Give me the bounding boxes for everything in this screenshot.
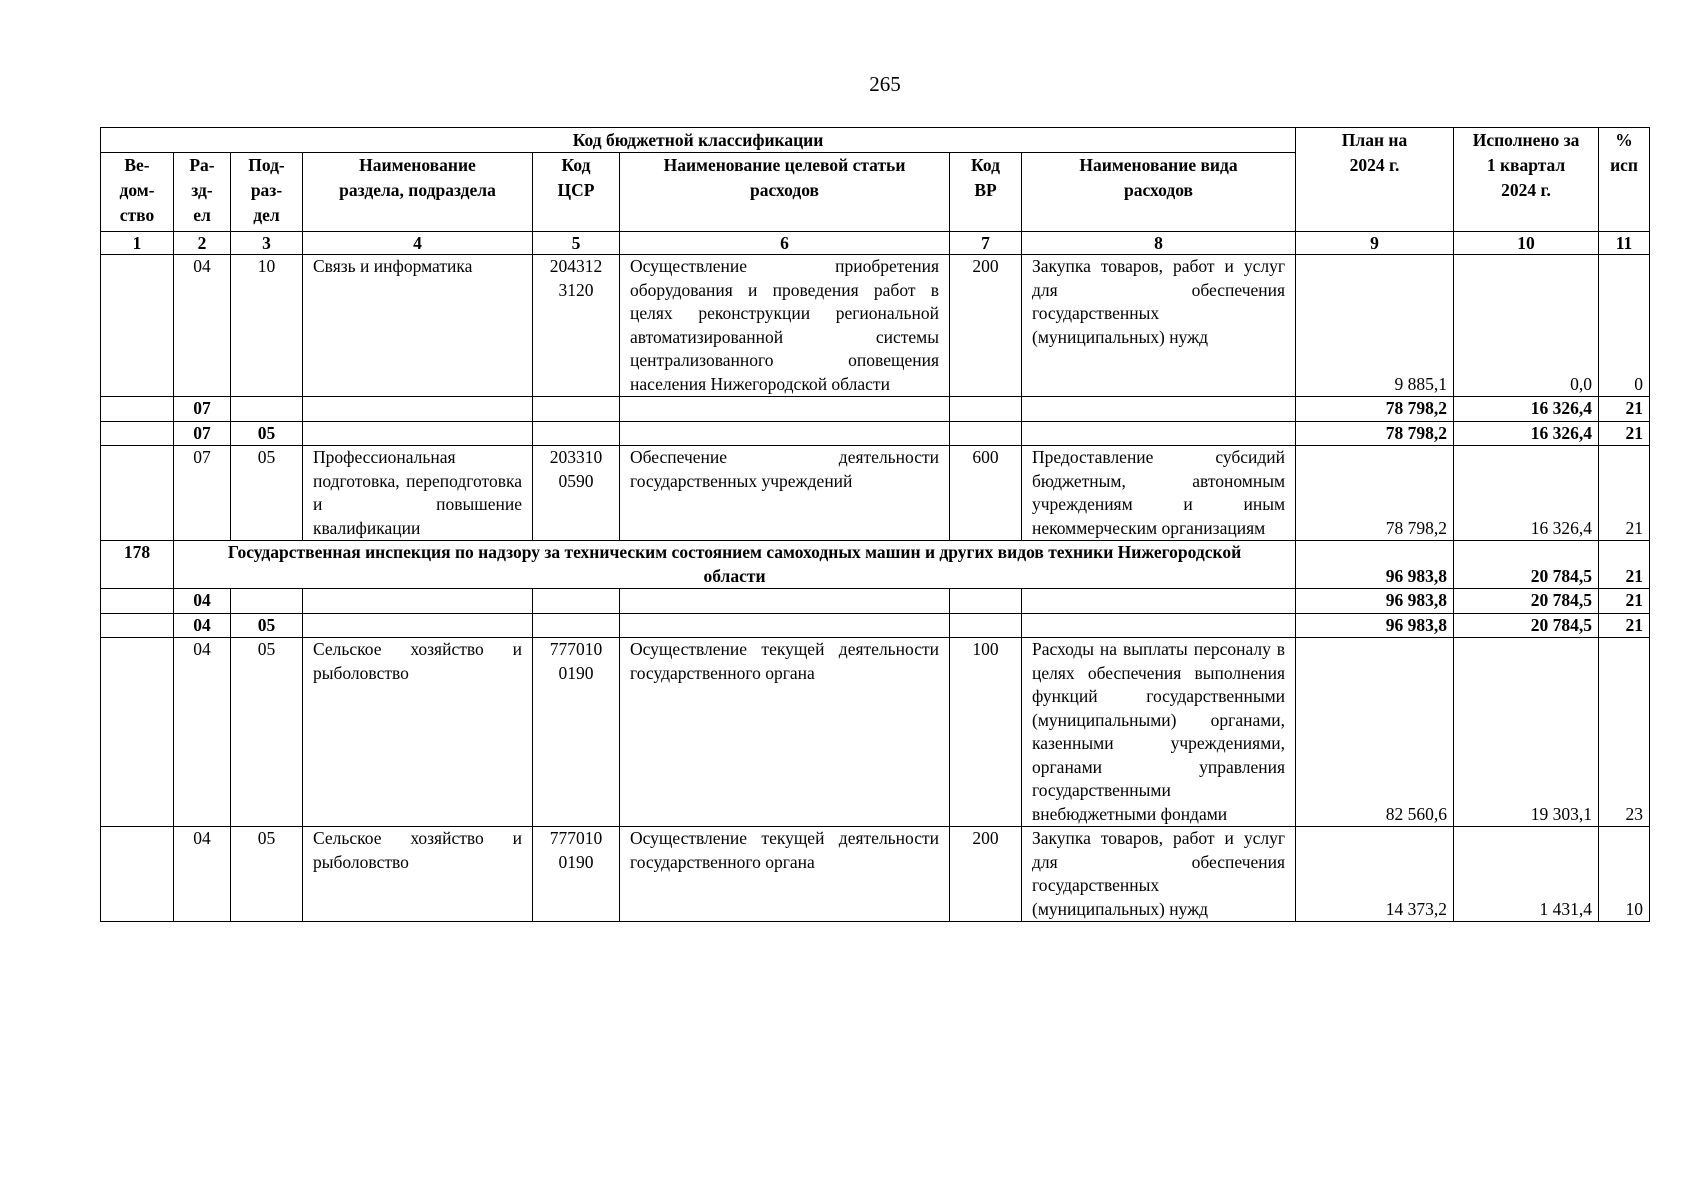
cell-podrazdel: 05 [231, 446, 303, 541]
cell-name-razdel: Сельское хозяйство и рыболовство [303, 827, 533, 922]
column-index: 3 [231, 232, 303, 255]
cell-name-razdel [303, 421, 533, 446]
column-index: 11 [1599, 232, 1650, 255]
cell-executed: 20 784,5 [1454, 613, 1599, 638]
cell-percent: 21 [1599, 397, 1650, 422]
cell-name-target [620, 589, 950, 614]
column-index: 1 [101, 232, 174, 255]
column-index: 5 [533, 232, 620, 255]
cell-vr: 200 [950, 255, 1022, 397]
table-row [101, 421, 1650, 446]
cell-podrazdel: 05 [231, 638, 303, 827]
cell-name-target: Осуществление текущей деятельности государственного органа [620, 827, 950, 922]
cell-name-vr: Закупка товаров, работ и услуг для обеспечения государственных (муниципальных) нужд [1022, 255, 1296, 397]
cell-executed: 20 784,5 [1454, 589, 1599, 614]
cell-vedomstvo [101, 255, 174, 397]
cell-plan: 14 373,2 [1296, 827, 1454, 922]
cell-name-vr [1022, 421, 1296, 446]
header-name-target: Наименование целевой статьи расходов [620, 153, 950, 232]
cell-razdel: 04 [174, 589, 231, 614]
cell-vr: 200 [950, 827, 1022, 922]
cell-razdel: 07 [174, 421, 231, 446]
cell-percent: 21 [1599, 589, 1650, 614]
cell-plan: 78 798,2 [1296, 421, 1454, 446]
header-plan: План на 2024 г. [1296, 128, 1454, 232]
cell-vedomstvo [101, 827, 174, 922]
column-index: 4 [303, 232, 533, 255]
cell-name-razdel [303, 589, 533, 614]
cell-percent: 21 [1599, 446, 1650, 541]
cell-executed: 0,0 [1454, 255, 1599, 397]
cell-percent: 21 [1599, 613, 1650, 638]
cell-percent: 0 [1599, 255, 1650, 397]
table-row [101, 397, 1650, 422]
table-row [101, 613, 1650, 638]
cell-agency-name: Государственная инспекция по надзору за техническим состоянием самоходных машин и других видов техники Нижегородской области [174, 541, 1296, 589]
cell-csr: 777010 0190 [533, 827, 620, 922]
cell-razdel: 04 [174, 613, 231, 638]
cell-name-target [620, 613, 950, 638]
cell-podrazdel [231, 397, 303, 422]
cell-executed: 1 431,4 [1454, 827, 1599, 922]
table-row [101, 827, 1650, 922]
cell-csr: 203310 0590 [533, 446, 620, 541]
header-razdel: Ра- зд- ел [174, 153, 231, 232]
cell-razdel: 04 [174, 827, 231, 922]
cell-vedomstvo [101, 638, 174, 827]
cell-agency-code: 178 [101, 541, 174, 589]
table-row [101, 638, 1650, 827]
cell-podrazdel: 05 [231, 613, 303, 638]
header-podrazdel: Под- раз- дел [231, 153, 303, 232]
cell-executed: 16 326,4 [1454, 397, 1599, 422]
cell-csr: 777010 0190 [533, 638, 620, 827]
column-index: 6 [620, 232, 950, 255]
cell-podrazdel [231, 589, 303, 614]
cell-podrazdel: 05 [231, 421, 303, 446]
cell-csr [533, 613, 620, 638]
header-executed: Исполнено за 1 квартал 2024 г. [1454, 128, 1599, 232]
cell-vr: 600 [950, 446, 1022, 541]
cell-name-target [620, 397, 950, 422]
cell-csr [533, 421, 620, 446]
cell-plan: 9 885,1 [1296, 255, 1454, 397]
cell-percent: 10 [1599, 827, 1650, 922]
header-row-1 [101, 128, 1650, 153]
cell-vr [950, 613, 1022, 638]
cell-executed: 16 326,4 [1454, 446, 1599, 541]
cell-vedomstvo [101, 446, 174, 541]
cell-vedomstvo [101, 589, 174, 614]
cell-name-vr [1022, 613, 1296, 638]
cell-executed: 20 784,5 [1454, 541, 1599, 589]
cell-vedomstvo [101, 421, 174, 446]
cell-percent: 21 [1599, 541, 1650, 589]
cell-vedomstvo [101, 397, 174, 422]
column-index: 2 [174, 232, 231, 255]
cell-csr: 204312 3120 [533, 255, 620, 397]
cell-name-razdel: Сельское хозяйство и рыболовство [303, 638, 533, 827]
cell-name-razdel: Связь и информатика [303, 255, 533, 397]
budget-table [100, 127, 1650, 922]
table-row [101, 446, 1650, 541]
column-index: 7 [950, 232, 1022, 255]
cell-razdel: 04 [174, 638, 231, 827]
cell-plan: 82 560,6 [1296, 638, 1454, 827]
cell-percent: 23 [1599, 638, 1650, 827]
cell-name-razdel [303, 397, 533, 422]
cell-name-vr: Предоставление субсидий бюджетным, автономным учреждениям и иным некоммерческим организациям [1022, 446, 1296, 541]
cell-executed: 19 303,1 [1454, 638, 1599, 827]
column-index: 9 [1296, 232, 1454, 255]
header-vr: Код ВР [950, 153, 1022, 232]
cell-executed: 16 326,4 [1454, 421, 1599, 446]
table-row [101, 255, 1650, 397]
cell-plan: 78 798,2 [1296, 397, 1454, 422]
header-vedomstvo: Ве- дом- ство [101, 153, 174, 232]
header-percent: % исп [1599, 128, 1650, 232]
cell-plan: 78 798,2 [1296, 446, 1454, 541]
cell-podrazdel: 10 [231, 255, 303, 397]
cell-name-target: Осуществление приобретения оборудования и проведения работ в целях реконструкции региональной автоматизированной системы централизованного оповещения населения Нижегородской области [620, 255, 950, 397]
table-row [101, 589, 1650, 614]
cell-name-vr: Расходы на выплаты персоналу в целях обеспечения выполнения функций государственными (муниципальными) органами, казенными учреждениями, органами управления государственными внебюджетными фондами [1022, 638, 1296, 827]
header-csr: Код ЦСР [533, 153, 620, 232]
cell-csr [533, 397, 620, 422]
cell-percent: 21 [1599, 421, 1650, 446]
header-group-title: Код бюджетной классификации [101, 128, 1296, 153]
cell-vr [950, 397, 1022, 422]
cell-name-target: Осуществление текущей деятельности государственного органа [620, 638, 950, 827]
header-name-vr: Наименование вида расходов [1022, 153, 1296, 232]
cell-vr [950, 589, 1022, 614]
cell-name-target: Обеспечение деятельности государственных учреждений [620, 446, 950, 541]
cell-plan: 96 983,8 [1296, 613, 1454, 638]
cell-name-vr [1022, 397, 1296, 422]
column-index: 10 [1454, 232, 1599, 255]
cell-plan: 96 983,8 [1296, 541, 1454, 589]
cell-name-vr [1022, 589, 1296, 614]
cell-vr: 100 [950, 638, 1022, 827]
header-name-razdel: Наименование раздела, подраздела [303, 153, 533, 232]
cell-podrazdel: 05 [231, 827, 303, 922]
cell-name-target [620, 421, 950, 446]
cell-name-vr: Закупка товаров, работ и услуг для обеспечения государственных (муниципальных) нужд [1022, 827, 1296, 922]
cell-vr [950, 421, 1022, 446]
cell-name-razdel [303, 613, 533, 638]
cell-plan: 96 983,8 [1296, 589, 1454, 614]
agency-row [101, 541, 1650, 589]
cell-razdel: 04 [174, 255, 231, 397]
page-number: 265 [869, 72, 901, 96]
cell-razdel: 07 [174, 446, 231, 541]
column-index: 8 [1022, 232, 1296, 255]
cell-name-razdel: Профессиональная подготовка, переподготовка и повышение квалификации [303, 446, 533, 541]
cell-razdel: 07 [174, 397, 231, 422]
cell-csr [533, 589, 620, 614]
column-index-row [101, 232, 1650, 255]
cell-vedomstvo [101, 613, 174, 638]
